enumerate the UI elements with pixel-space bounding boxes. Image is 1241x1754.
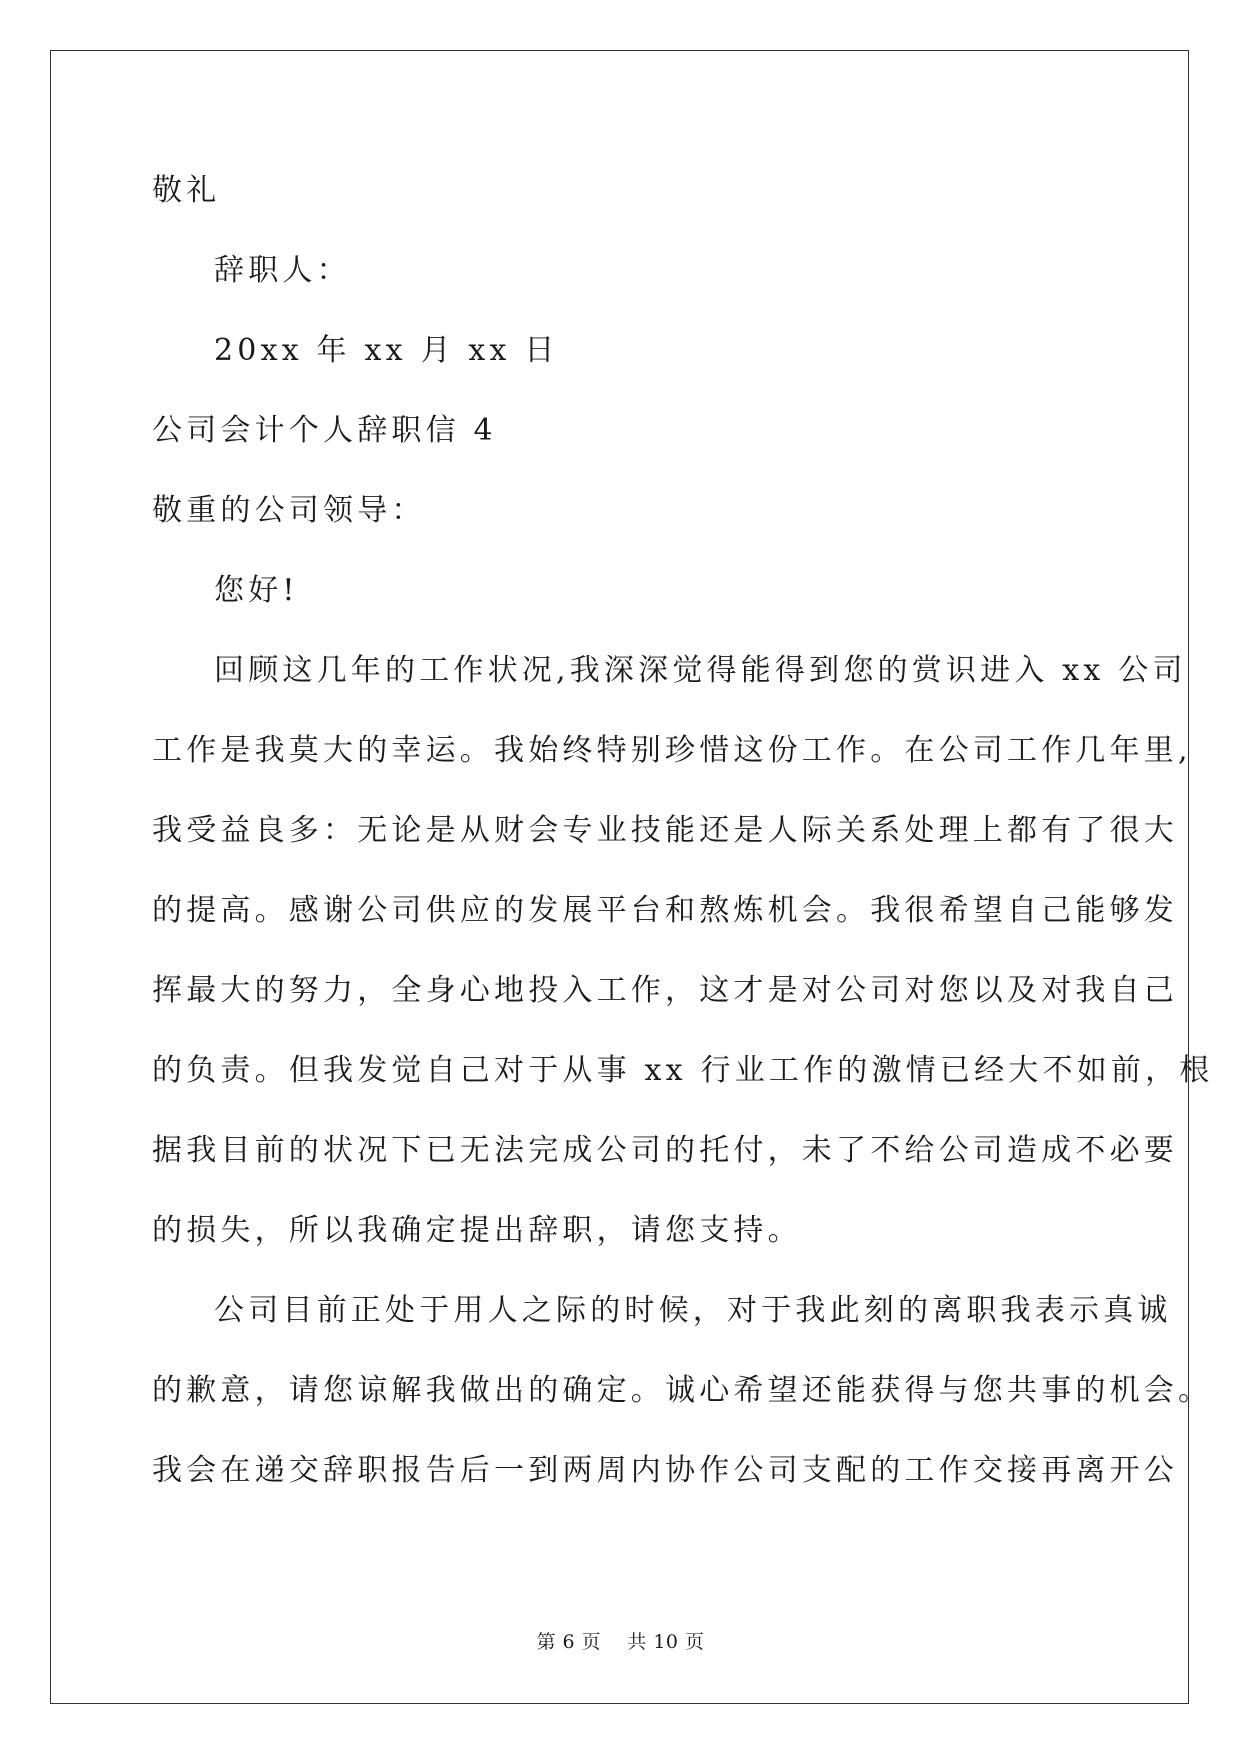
paragraph-line: 挥最大的努力，全身心地投入工作，这才是对公司对您以及对我自己 [152, 973, 1178, 1008]
date-line: 20xx 年 xx 月 xx 日 [214, 333, 559, 368]
paragraph-line: 回顾这几年的工作状况,我深深觉得能得到您的赏识进入 xx 公司 [214, 653, 1187, 688]
closing-salutation: 敬礼 [152, 173, 221, 208]
signer-label: 辞职人： [214, 253, 351, 288]
paragraph-line: 我受益良多：无论是从财会专业技能还是人际关系处理上都有了很大 [152, 813, 1178, 848]
paragraph-line: 工作是我莫大的幸运。我始终特别珍惜这份工作。在公司工作几年里, [152, 733, 1192, 768]
paragraph-line: 公司目前正处于用人之际的时候，对于我此刻的离职我表示真诚 [214, 1293, 1172, 1328]
letter-title: 公司会计个人辞职信 4 [152, 413, 497, 448]
greeting: 您好! [214, 573, 299, 608]
page-number-footer: 第 6 页 共 10 页 [536, 1631, 705, 1653]
paragraph-line: 的负责。但我发觉自己对于从事 xx 行业工作的激情已经大不如前，根 [152, 1053, 1214, 1088]
paragraph-line: 据我目前的状况下已无法完成公司的托付，未了不给公司造成不必要 [152, 1133, 1178, 1168]
paragraph-line: 的提高。感谢公司供应的发展平台和熬炼机会。我很希望自己能够发 [152, 893, 1178, 928]
paragraph-line: 的歉意，请您谅解我做出的确定。诚心希望还能获得与您共事的机会。 [152, 1373, 1213, 1408]
addressee: 敬重的公司领导： [152, 493, 426, 528]
paragraph-line: 我会在递交辞职报告后一到两周内协作公司支配的工作交接再离开公 [152, 1453, 1178, 1488]
paragraph-line: 的损失，所以我确定提出辞职，请您支持。 [152, 1213, 802, 1248]
